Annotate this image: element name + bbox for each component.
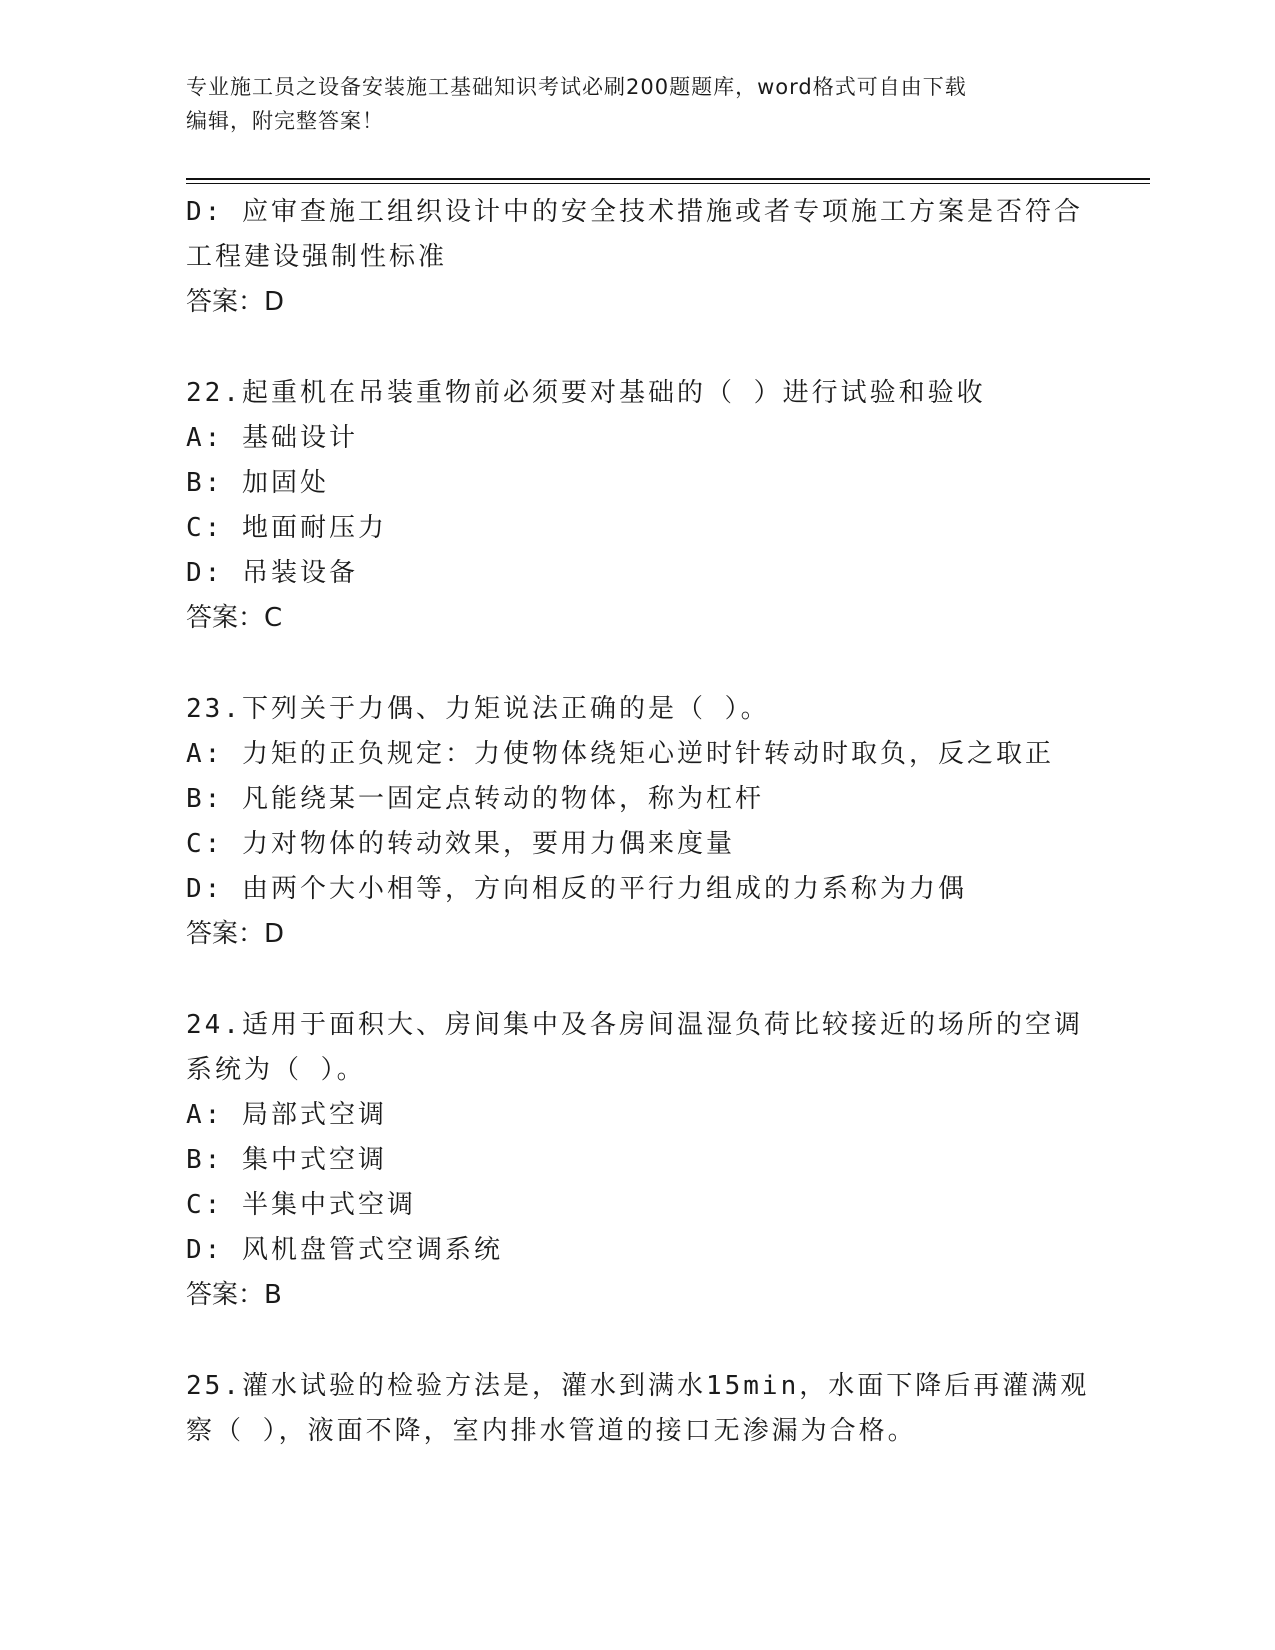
question-stem: 23.下列关于力偶、力矩说法正确的是（ ）。: [186, 694, 770, 724]
question-stem-cont: 察（ ），液面不降，室内排水管道的接口无渗漏为合格。: [186, 1416, 917, 1446]
option-b: B: 集中式空调: [186, 1145, 387, 1175]
question-23: [186, 687, 1086, 957]
option-c: C: 地面耐压力: [186, 513, 387, 543]
question-stem: 24.适用于面积大、房间集中及各房间温湿负荷比较接近的场所的空调: [186, 1010, 1083, 1040]
question-stem: 22.起重机在吊装重物前必须要对基础的（ ）进行试验和验收: [186, 378, 986, 408]
option-c: C: 半集中式空调: [186, 1190, 416, 1220]
header-rule-thin: [186, 183, 1150, 184]
option-b: B: 加固处: [186, 468, 329, 498]
option-a: A: 力矩的正负规定：力使物体绕矩心逆时针转动时取负，反之取正: [186, 739, 1054, 769]
prev-answer: 答案：D: [186, 287, 285, 317]
question-22: [186, 371, 1086, 641]
question-24: [186, 1003, 1086, 1318]
option-b: B: 凡能绕某一固定点转动的物体，称为杠杆: [186, 784, 764, 814]
answer: 答案：C: [186, 603, 283, 633]
prev-option-d: D: 应审查施工组织设计中的安全技术措施或者专项施工方案是否符合: [186, 197, 1083, 227]
option-a: A: 基础设计: [186, 423, 358, 453]
header-rule-thick: [186, 178, 1150, 180]
option-c: C: 力对物体的转动效果，要用力偶来度量: [186, 829, 735, 859]
question-list: [186, 190, 1090, 1454]
answer: 答案：B: [186, 1280, 282, 1310]
document-header: [186, 70, 1066, 138]
answer: 答案：D: [186, 919, 285, 949]
prev-option-d-cont: 工程建设强制性标准: [186, 242, 448, 272]
option-a: A: 局部式空调: [186, 1100, 387, 1130]
header-title-line2: 编辑，附完整答案！: [186, 109, 384, 133]
question-25: [186, 1364, 1090, 1454]
header-title-line1: 专业施工员之设备安装施工基础知识考试必刷200题题库，word格式可自由下载: [186, 75, 967, 99]
option-d: D: 吊装设备: [186, 558, 358, 588]
question-stem-cont: 系统为（ ）。: [186, 1055, 366, 1085]
question-stem: 25.灌水试验的检验方法是，灌水到满水15min，水面下降后再灌满观: [186, 1371, 1090, 1401]
option-d: D: 风机盘管式空调系统: [186, 1235, 503, 1265]
option-d: D: 由两个大小相等，方向相反的平行力组成的力系称为力偶: [186, 874, 967, 904]
